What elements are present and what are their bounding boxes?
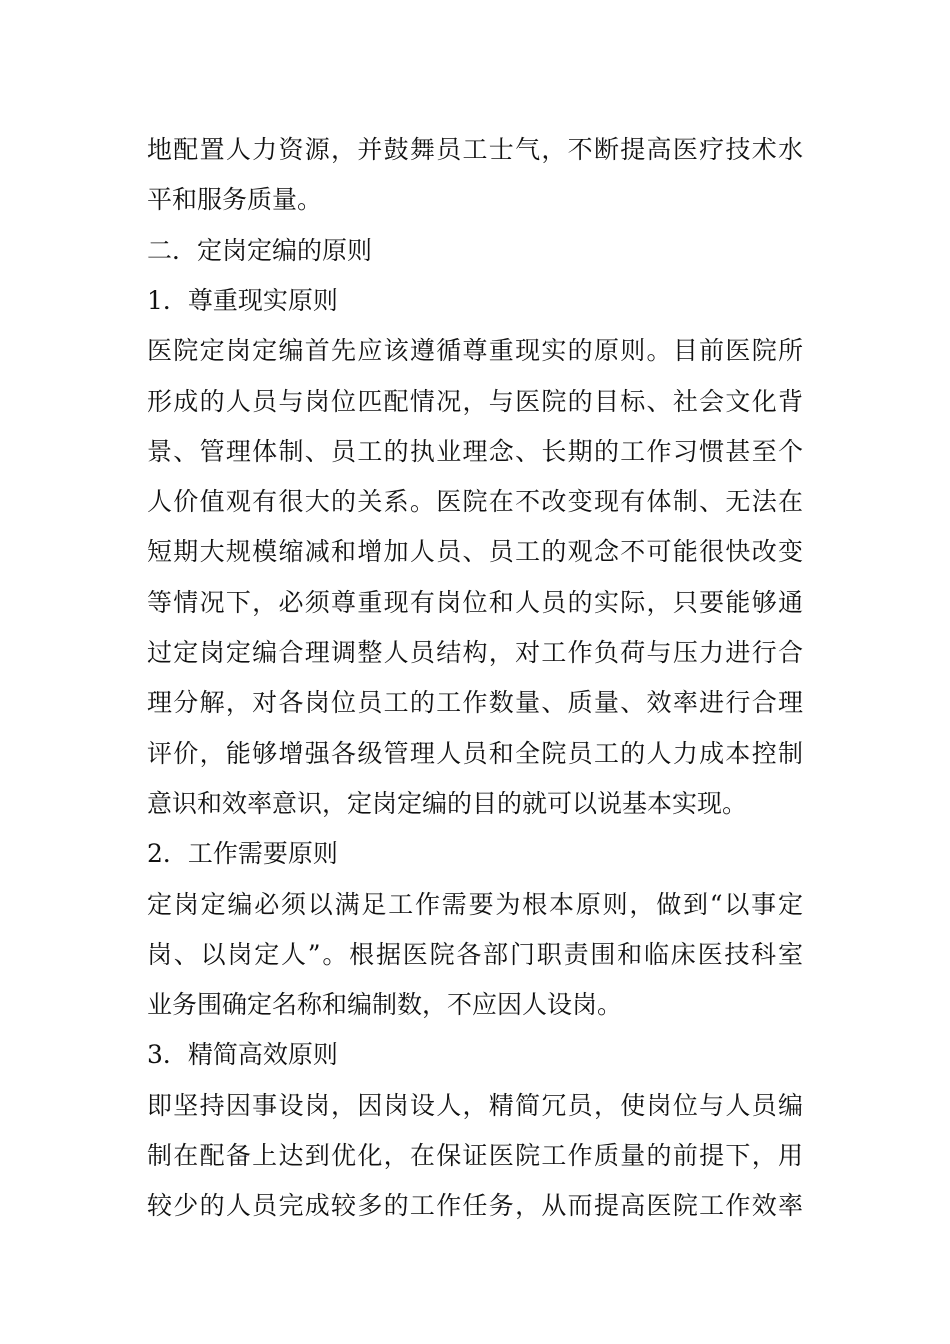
text-line: 过定岗定编合理调整人员结构，对工作负荷与压力进行合 — [147, 638, 803, 667]
text-line: 较少的人员完成较多的工作任务，从而提高医院工作效率 — [147, 1191, 803, 1221]
text-line: 业务围确定名称和编制数，不应因人设岗。 — [147, 990, 623, 1020]
text-line: 即坚持因事设岗，因岗设人，精简冗员，使岗位与人员编 — [147, 1090, 803, 1120]
text-line: 2．工作需要原则 — [147, 839, 338, 869]
text-line: 医院定岗定编首先应该遵循尊重现实的原则。目前医院所 — [147, 336, 803, 366]
text-line: 定岗定编必须以满足工作需要为根本原则，做到“以事定 — [147, 889, 803, 919]
text-line: 地配置人力资源，并鼓舞员工士气，不断提高医疗技术水 — [147, 135, 803, 164]
text-line: 平和服务质量。 — [147, 185, 323, 215]
text-line: 制在配备上达到优化，在保证医院工作质量的前提下，用 — [147, 1141, 803, 1170]
text-line: 1．尊重现实原则 — [147, 285, 338, 315]
text-line: 景、管理体制、员工的执业理念、长期的工作习惯甚至个 — [147, 436, 803, 466]
text-line: 等情况下，必须尊重现有岗位和人员的实际，只要能够通 — [147, 587, 803, 617]
text-line: 二．定岗定编的原则 — [147, 235, 373, 265]
text-line: 岗、以岗定人”。根据医院各部门职责围和临床医技科室 — [147, 939, 803, 969]
text-line: 评价，能够增强各级管理人员和全院员工的人力成本控制 — [147, 738, 803, 768]
text-line: 理分解，对各岗位员工的工作数量、质量、效率进行合理 — [147, 688, 803, 718]
text-line: 人价值观有很大的关系。医院在不改变现有体制、无法在 — [147, 487, 803, 517]
text-line: 意识和效率意识，定岗定编的目的就可以说基本实现。 — [147, 788, 748, 818]
text-line: 短期大规模缩减和增加人员、员工的观念不可能很快改变 — [147, 537, 803, 567]
text-line: 形成的人员与岗位匹配情况，与医院的目标、社会文化背 — [147, 386, 803, 416]
text-line: 3．精简高效原则 — [147, 1040, 338, 1070]
